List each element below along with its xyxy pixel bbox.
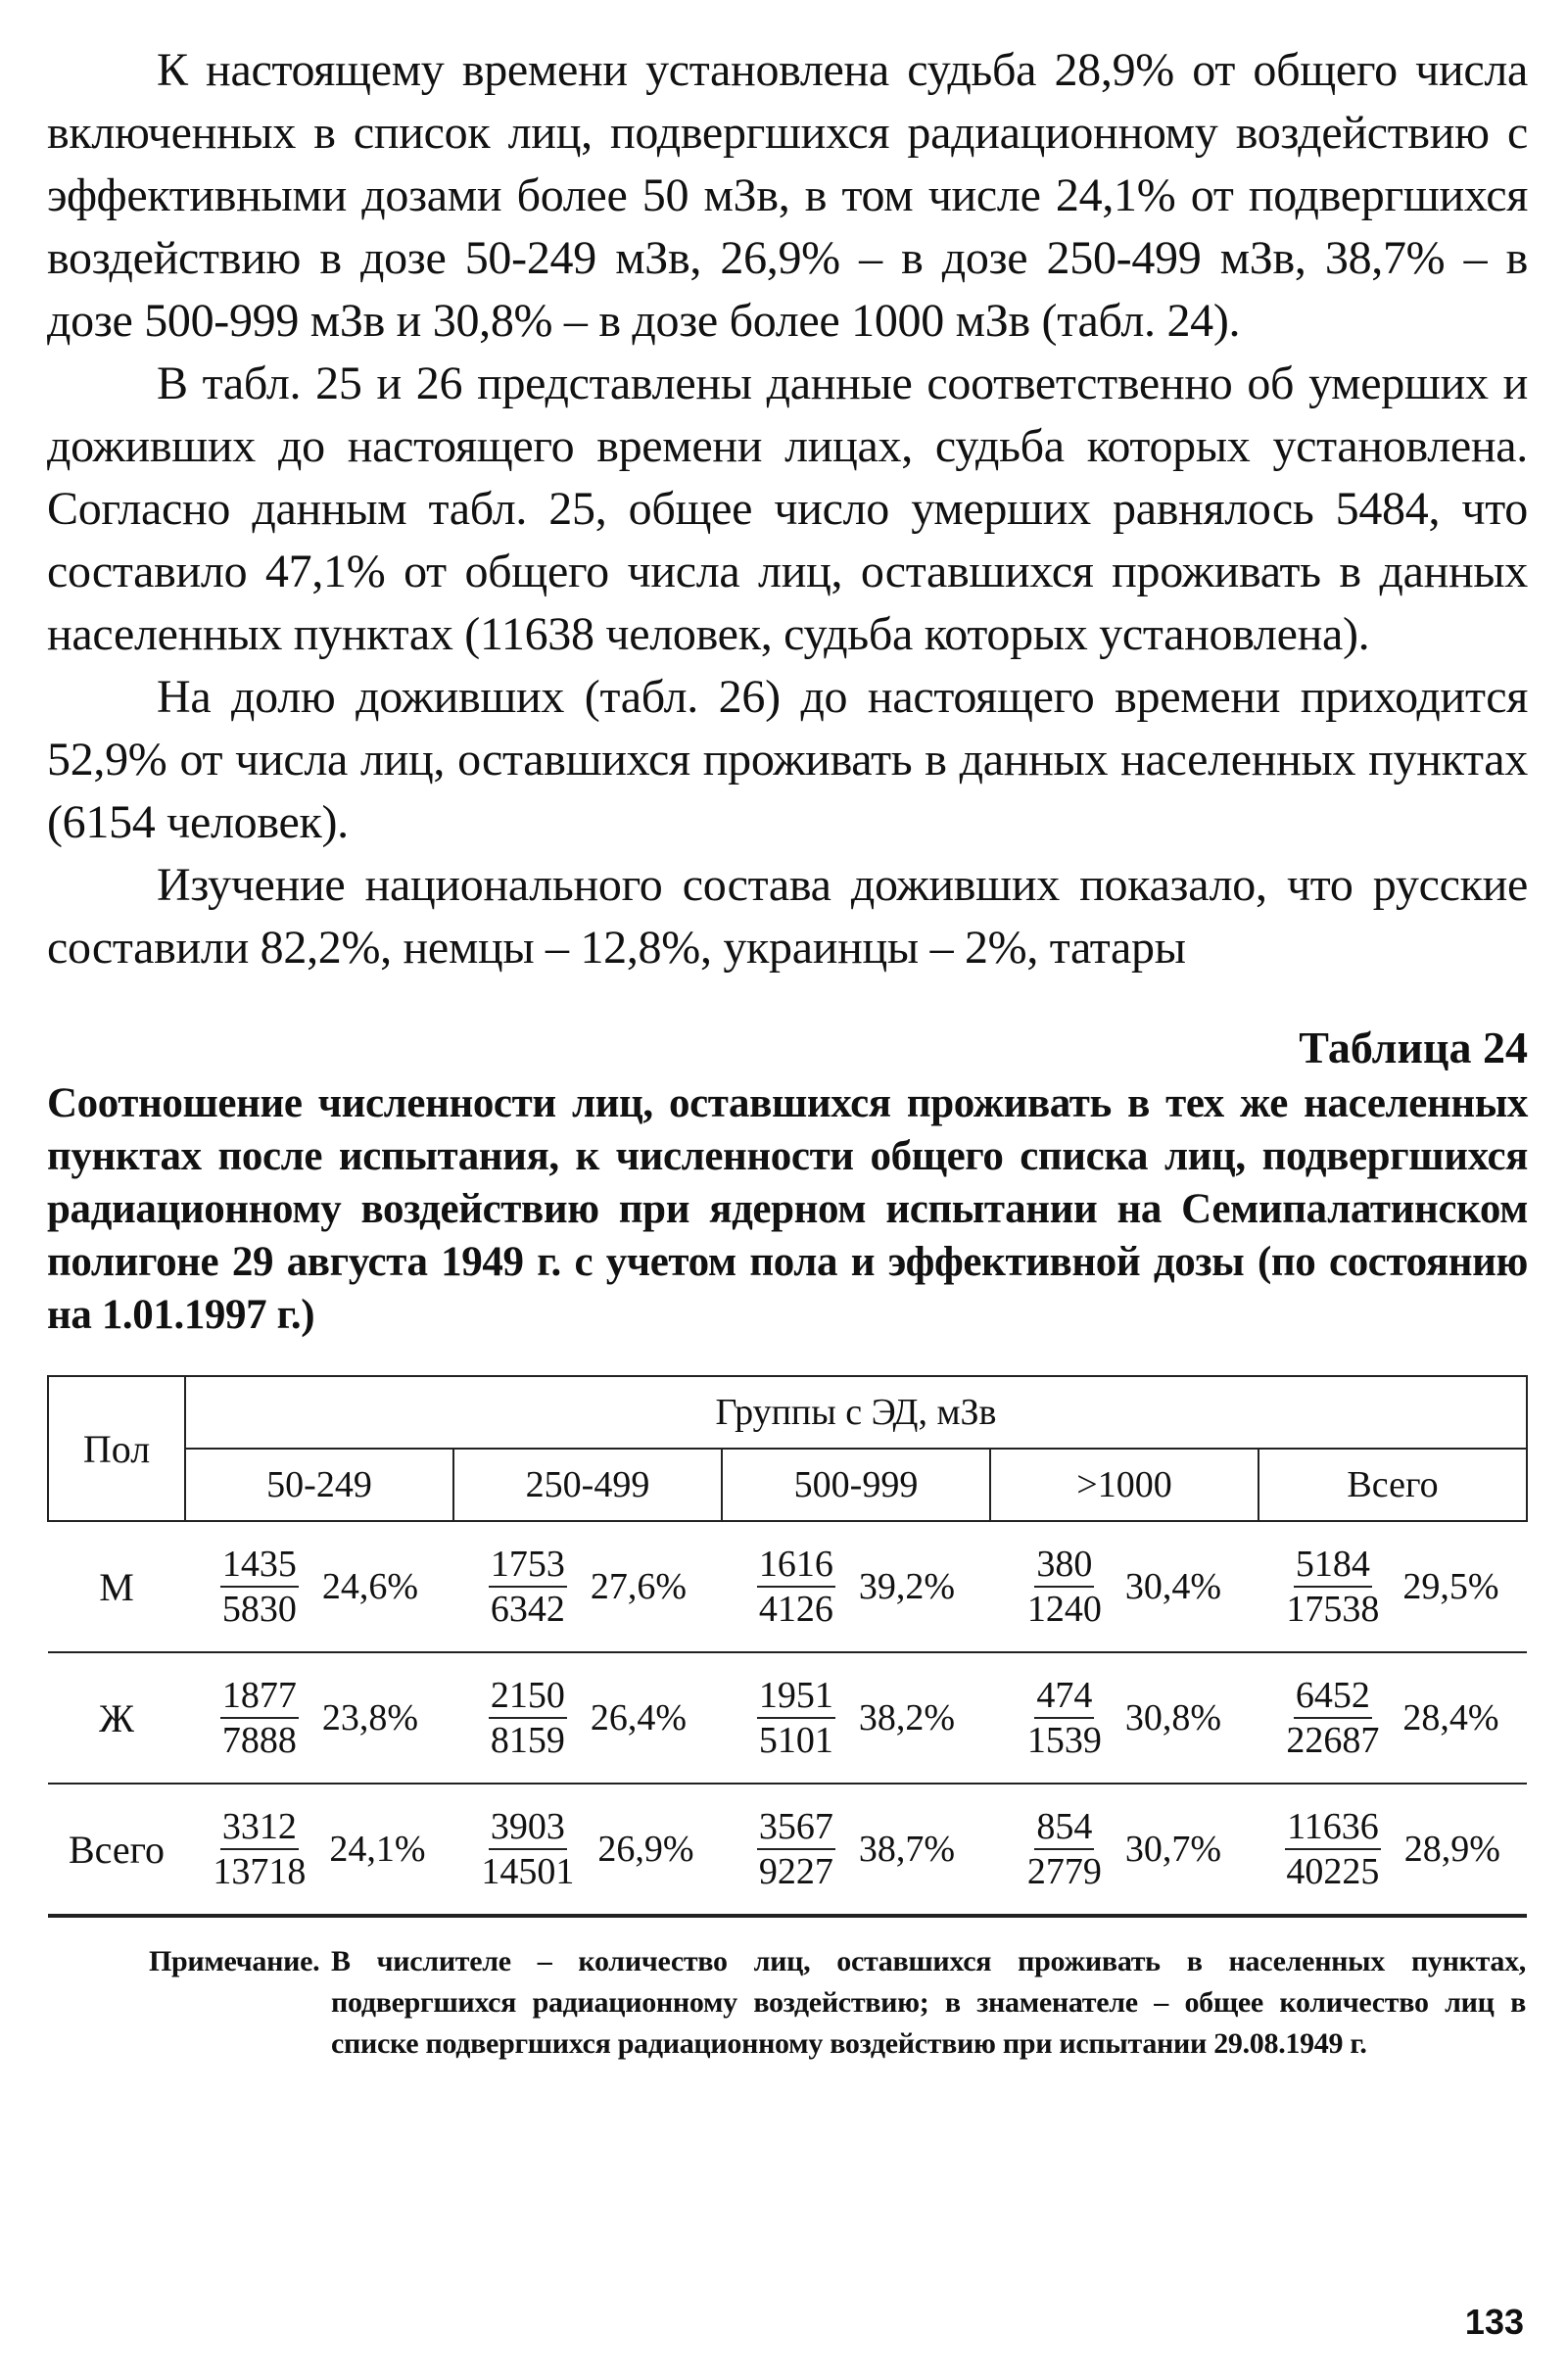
percent: 30,8%: [1124, 1697, 1222, 1738]
denominator: 40225: [1286, 1851, 1380, 1892]
table-cell: [185, 1784, 453, 1916]
denominator: 9227: [758, 1851, 833, 1892]
denominator: 2779: [1026, 1851, 1102, 1892]
numerator: 6452: [1294, 1674, 1372, 1719]
header-row-2: [48, 1449, 1527, 1521]
numerator: 1877: [220, 1674, 299, 1719]
numerator: 5184: [1294, 1543, 1372, 1588]
table-number: Таблица 24: [1299, 1023, 1528, 1072]
numerator: 3903: [489, 1805, 567, 1850]
page: [47, 39, 1528, 2065]
percent: 26,9%: [597, 1829, 694, 1870]
percent: 28,9%: [1403, 1829, 1500, 1870]
numerator: 1616: [757, 1543, 835, 1588]
denominator: 1240: [1026, 1589, 1102, 1630]
data-table: [47, 1375, 1528, 1918]
table-cell: [1258, 1652, 1527, 1784]
percent: 28,4%: [1402, 1697, 1499, 1738]
paragraph-1: К настоящему времени установлена судьба 28,9% от общего числа включенных в список лиц, подвергшихся радиационному воздействию с эффективными дозами более 50 мЗв, в том числе 24,1% от подвергшихся воздействию в дозе 50-249 мЗв, 26,9% – в дозе 250-499 мЗв, 38,7% – в дозе 500-999 мЗв и 30,8% – в дозе более 1000 мЗв (табл. 24).: [47, 44, 1528, 347]
paragraph-2: В табл. 25 и 26 представлены данные соответственно об умерших и доживших до настоящего времени лицах, судьба которых установлена. Согласно данным табл. 25, общее число умерших равнялось 5484, что составило 47,1% от общего числа лиц, оставшихся проживать в данных населенных пунктах (11638 человек, судьба которых установлена).: [47, 357, 1528, 660]
denominator: 7888: [221, 1720, 297, 1761]
table-caption: Соотношение численности лиц, оставшихся проживать в тех же населенных пунктах после испытания, к численности общего списка лиц, подвергшихся радиационному воздействию при ядерном испытании на Семипалатинском полигоне 29 августа 1949 г. с учетом пола и эффективной дозы (по состоянию на 1.01.1997 г.): [47, 1080, 1528, 1338]
table-row: [48, 1521, 1527, 1652]
row-label: Ж: [48, 1652, 185, 1784]
percent: 39,2%: [858, 1566, 956, 1607]
table-cell: [990, 1521, 1258, 1652]
percent: 23,8%: [321, 1697, 419, 1738]
fraction: [220, 1543, 299, 1631]
denominator: 8159: [490, 1720, 565, 1761]
fraction: [1285, 1805, 1381, 1893]
table-body: [48, 1521, 1527, 1916]
denominator: 1539: [1026, 1720, 1102, 1761]
table-cell: [722, 1652, 990, 1784]
denominator: 13718: [213, 1851, 307, 1892]
denominator: 22687: [1286, 1720, 1380, 1761]
table-row: [48, 1784, 1527, 1916]
fraction: [1027, 1805, 1102, 1893]
numerator: 2150: [489, 1674, 567, 1719]
numerator: 11636: [1285, 1805, 1381, 1850]
numerator: 3312: [220, 1805, 299, 1850]
table-note: [47, 1941, 1528, 2065]
fraction: [481, 1805, 574, 1893]
header-group: 250-499: [453, 1449, 722, 1521]
numerator: 1435: [220, 1543, 299, 1588]
header-group: 50-249: [185, 1449, 453, 1521]
fraction: [220, 1674, 299, 1762]
page-number: 133: [1464, 2302, 1524, 2342]
table-cell: [722, 1784, 990, 1916]
percent: 30,4%: [1124, 1566, 1222, 1607]
percent: 24,1%: [329, 1829, 426, 1870]
numerator: 474: [1034, 1674, 1094, 1719]
table-cell: [453, 1784, 722, 1916]
row-label: Всего: [48, 1784, 185, 1916]
fraction: [1027, 1543, 1102, 1631]
header-group: >1000: [990, 1449, 1258, 1521]
header-group: Всего: [1258, 1449, 1527, 1521]
fraction: [757, 1674, 835, 1762]
percent: 26,4%: [590, 1697, 688, 1738]
numerator: 380: [1034, 1543, 1094, 1588]
denominator: 17538: [1286, 1589, 1380, 1630]
percent: 30,7%: [1124, 1829, 1222, 1870]
table-cell: [990, 1652, 1258, 1784]
denominator: 6342: [490, 1589, 565, 1630]
header-row-1: [48, 1376, 1527, 1449]
percent: 24,6%: [321, 1566, 419, 1607]
percent: 38,7%: [858, 1829, 956, 1870]
fraction: [1027, 1674, 1102, 1762]
numerator: 1951: [757, 1674, 835, 1719]
fraction: [757, 1805, 835, 1893]
table-cell: [185, 1652, 453, 1784]
denominator: 14501: [481, 1851, 575, 1892]
fraction: [489, 1674, 567, 1762]
table-cell: [722, 1521, 990, 1652]
row-label: М: [48, 1521, 185, 1652]
table-row: [48, 1652, 1527, 1784]
table-cell: [453, 1652, 722, 1784]
paragraph-4: Изучение национального состава доживших показало, что русские составили 82,2%, немцы – 12,8%, украинцы – 2%, татары: [47, 859, 1528, 974]
fraction: [1286, 1674, 1379, 1762]
table-cell: [1258, 1521, 1527, 1652]
numerator: 3567: [757, 1805, 835, 1850]
fraction: [757, 1543, 835, 1631]
table-cell: [185, 1521, 453, 1652]
fraction: [213, 1805, 306, 1893]
denominator: 4126: [758, 1589, 833, 1630]
denominator: 5830: [221, 1589, 297, 1630]
numerator: 854: [1034, 1805, 1094, 1850]
percent: 27,6%: [590, 1566, 688, 1607]
table-cell: [1258, 1784, 1527, 1916]
note-label: Примечание.: [149, 1945, 320, 1977]
table-cell: [990, 1784, 1258, 1916]
fraction: [489, 1543, 567, 1631]
header-sex: Пол: [48, 1376, 185, 1521]
table-cell: [453, 1521, 722, 1652]
percent: 29,5%: [1402, 1566, 1499, 1607]
numerator: 1753: [489, 1543, 567, 1588]
percent: 38,2%: [858, 1697, 956, 1738]
fraction: [1286, 1543, 1379, 1631]
paragraph-3: На долю доживших (табл. 26) до настоящего времени приходится 52,9% от числа лиц, оставшихся проживать в данных населенных пунктах (6154 человек).: [47, 671, 1528, 848]
header-group: 500-999: [722, 1449, 990, 1521]
header-groups-title: Группы с ЭД, мЗв: [185, 1376, 1527, 1449]
note-text: В числителе – количество лиц, оставшихся проживать в населенных пунктах, подвергшихся радиационному воздействию; в знаменателе – общее количество лиц в списке подвергшихся радиационному воздействию при испытании 29.08.1949 г.: [331, 1945, 1526, 2060]
denominator: 5101: [758, 1720, 833, 1761]
